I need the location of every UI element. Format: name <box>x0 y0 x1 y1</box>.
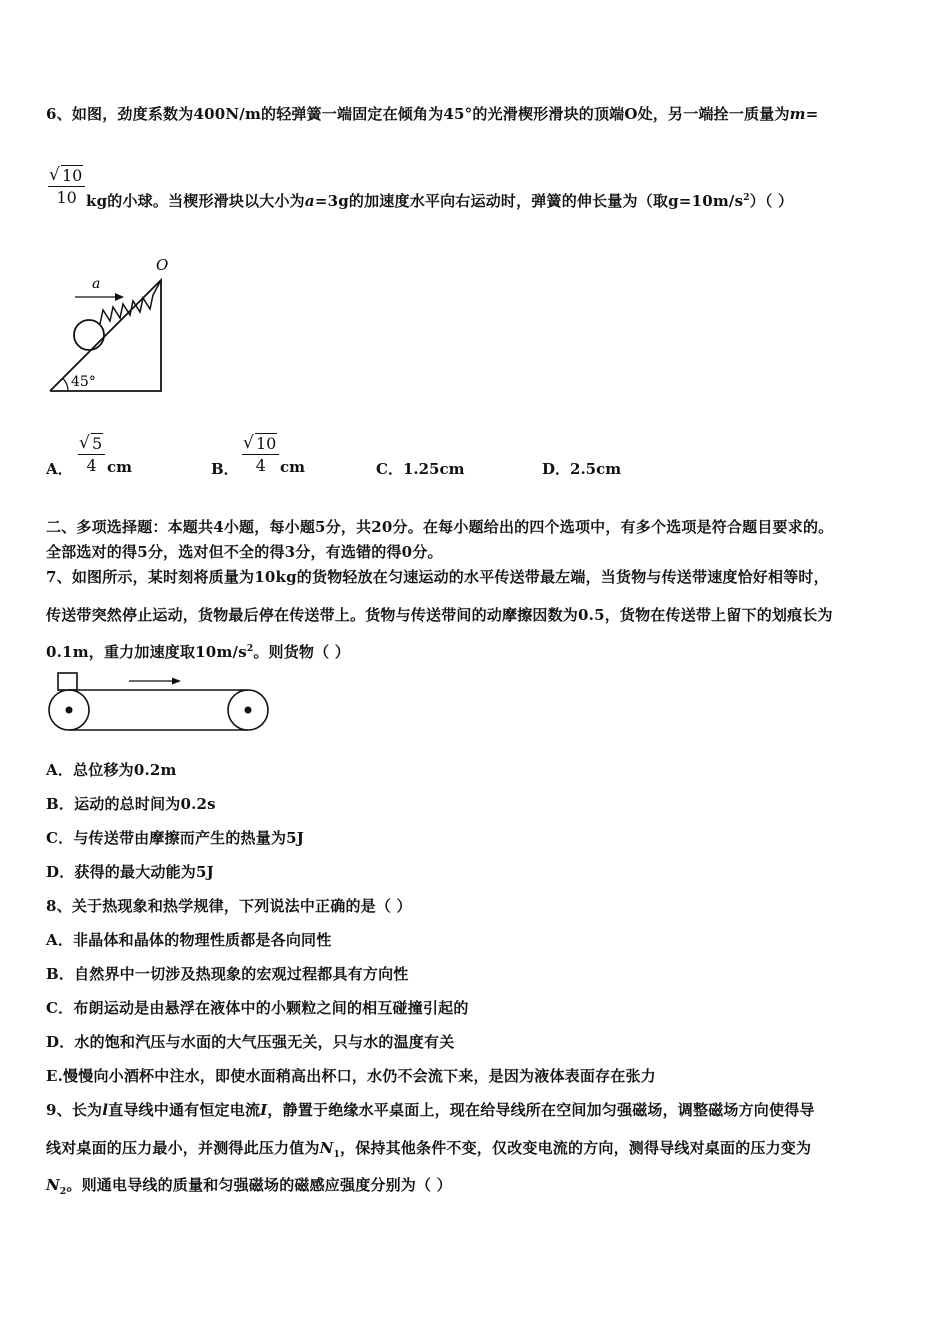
q6-line1: 6、如图，劲度系数为400N/m的轻弹簧一端固定在倾角为45°的光滑楔形滑块的顶端O处，另一端拴一质量为m= <box>46 105 819 123</box>
q6-option-d: D．2.5cm <box>542 460 622 478</box>
q8-stem: 8、关于热现象和热学规律，下列说法中正确的是（ ） <box>46 897 412 915</box>
conveyor-figure <box>44 670 274 732</box>
q6-option-b-unit: cm <box>280 458 306 476</box>
section2-line2: 全部选对的得5分，选对但不全的得3分，有选错的得0分。 <box>46 543 443 561</box>
q7-line3: 0.1m，重力加速度取$10m/s^2$。则货物（ ） <box>46 643 350 661</box>
q6-line2: kg的小球。当楔形滑块以大小为a=3g的加速度水平向右运动时，弹簧的伸长量为（取$g=10m/s^2$）（ ） <box>86 192 794 210</box>
q7-option-d: D．获得的最大动能为5J <box>46 863 214 881</box>
q8-option-a: A．非晶体和晶体的物理性质都是各向同性 <box>46 931 332 949</box>
q7-option-c: C．与传送带由摩擦而产生的热量为5J <box>46 829 305 847</box>
q6-option-a-fraction: √ 5 4 <box>78 434 105 475</box>
fig-label-O: O <box>156 256 169 274</box>
q8-option-d: D．水的饱和汽压与水面的大气压强无关，只与水的温度有关 <box>46 1033 455 1051</box>
q6-mass-fraction: √ 10 10 <box>48 166 85 207</box>
q6-option-a-label: A． <box>46 460 73 478</box>
q8-option-c: C．布朗运动是由悬浮在液体中的小颗粒之间的相互碰撞引起的 <box>46 999 469 1017</box>
q6-option-b-fraction: √ 10 4 <box>242 434 279 475</box>
q6-option-a-unit: cm <box>107 458 133 476</box>
wedge-figure <box>40 250 180 400</box>
fig-label-angle: 45° <box>71 374 96 390</box>
section2-line1: 二、多项选择题：本题共4小题，每小题5分，共20分。在每小题给出的四个选项中，有多个选项是符合题目要求的。 <box>46 518 834 536</box>
q6-option-c: C．1.25cm <box>376 460 465 478</box>
q9-line2: 线对桌面的压力最小，并测得此压力值为$N_1$，保持其他条件不变，仅改变电流的方向，测得导线对桌面的压力变为 <box>46 1139 812 1160</box>
q7-option-b: B．运动的总时间为0.2s <box>46 795 216 813</box>
q9-line3: $N_2$。则通电导线的质量和匀强磁场的磁感应强度分别为（ ） <box>46 1176 452 1197</box>
q8-option-b: B．自然界中一切涉及热现象的宏观过程都具有方向性 <box>46 965 409 983</box>
q8-option-e: E.慢慢向小酒杯中注水，即使水面稍高出杯口，水仍不会流下来，是因为液体表面存在张力 <box>46 1067 656 1085</box>
q6-option-b-label: B． <box>211 460 239 478</box>
q7-line2: 传送带突然停止运动，货物最后停在传送带上。货物与传送带间的动摩擦因数为0.5，货物在传送带上留下的划痕长为 <box>46 606 833 624</box>
q9-line1: 9、长为l直导线中通有恒定电流I，静置于绝缘水平桌面上，现在给导线所在空间加匀强磁场，调整磁场方向使得导 <box>46 1101 815 1119</box>
fig-label-a: a <box>92 276 101 292</box>
q7-line1: 7、如图所示，某时刻将质量为10kg的货物轻放在匀速运动的水平传送带最左端，当货物与传送带速度恰好相等时， <box>46 568 829 586</box>
q7-option-a: A．总位移为0.2m <box>46 761 177 779</box>
